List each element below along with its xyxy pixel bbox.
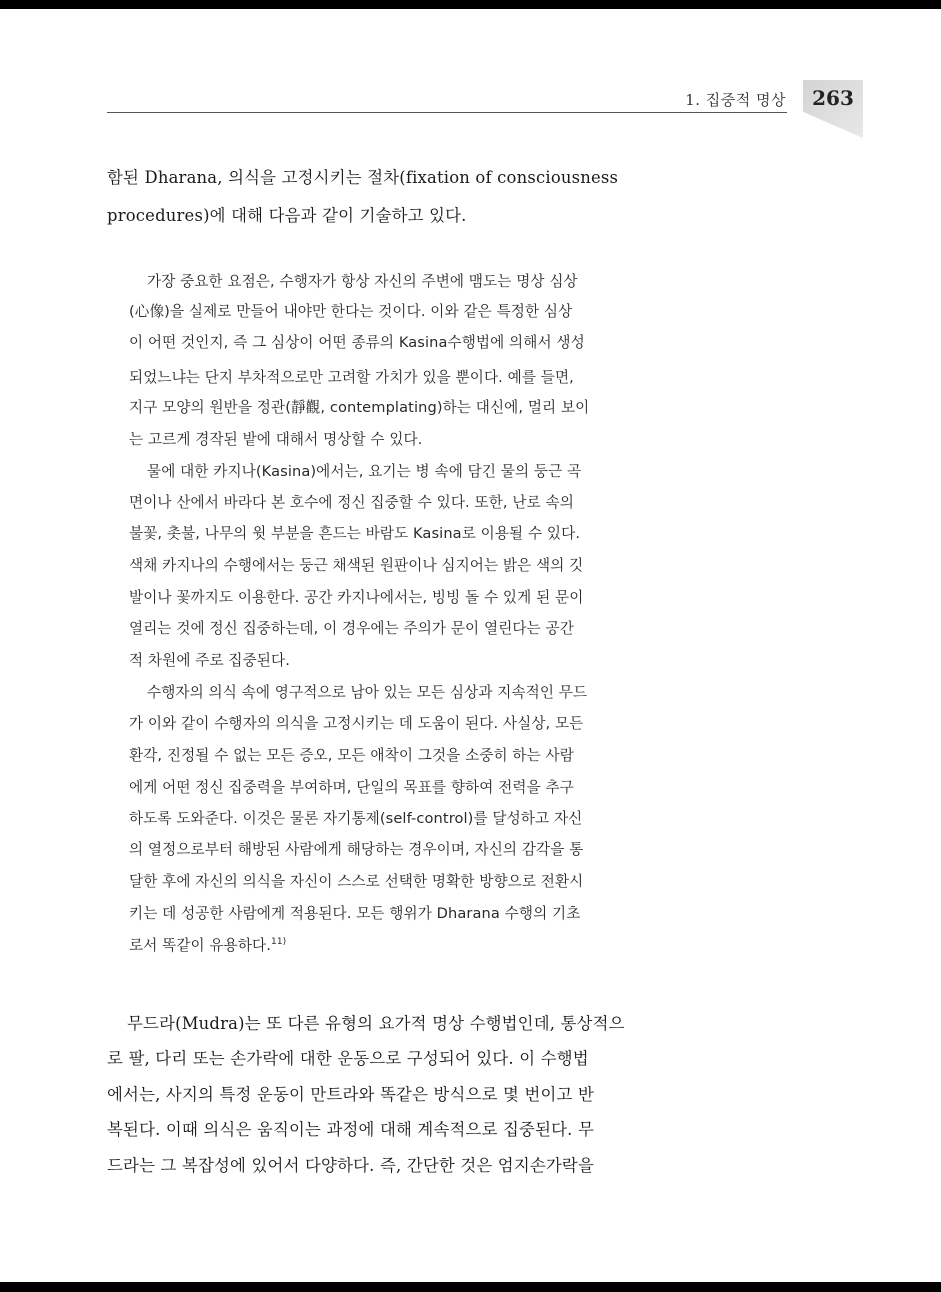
quote-line: 이 어떤 것인지, 즉 그 심상이 어떤 종류의 Kasina수행법에 의해서 생성 <box>129 334 585 351</box>
footnote-marker: 11) <box>271 937 287 948</box>
page-number: 263 <box>812 86 854 110</box>
quote-line: 가장 중요한 요점은, 수행자가 항상 자신의 주변에 맴도는 명상 심상 <box>147 273 578 290</box>
intro-line: 함된 Dharana, 의식을 고정시키는 절차(fixation of consciousness <box>107 168 619 187</box>
quote-line: 되었느냐는 단지 부차적으로만 고려할 가치가 있을 뿐이다. 예를 들면, <box>129 369 574 386</box>
running-header-title: 1. 집중적 명상 <box>685 91 786 109</box>
quote-line: 지구 모양의 원반을 정관(靜觀, contemplating)하는 대신에, 멀리 보이 <box>129 399 590 416</box>
mudra-line: 에서는, 사지의 특정 운동이 만트라와 똑같은 방식으로 몇 번이고 반 <box>107 1085 594 1104</box>
quote-line: 의 열정으로부터 해방된 사람에게 해당하는 경우이며, 자신의 감각을 통 <box>129 841 584 858</box>
quote-line: (心像)을 실제로 만들어 내야만 한다는 것이다. 이와 같은 특정한 심상 <box>129 303 573 320</box>
quote-line: 수행자의 의식 속에 영구적으로 남아 있는 모든 심상과 지속적인 무드 <box>147 684 588 701</box>
quote-line: 는 고르게 경작된 밭에 대해서 명상할 수 있다. <box>129 431 423 448</box>
quote-line: 하도록 도와준다. 이것은 물론 자기통제(self-control)를 달성하고 자신 <box>129 810 583 827</box>
quote-line: 가 이와 같이 수행자의 의식을 고정시키는 데 도움이 된다. 사실상, 모든 <box>129 715 584 732</box>
quote-line: 에게 어떤 정신 집중력을 부여하며, 단일의 목표를 향하여 전력을 추구 <box>129 779 574 796</box>
quote-line: 키는 데 성공한 사람에게 적용된다. 모든 행위가 Dharana 수행의 기초 <box>129 905 581 922</box>
header-rule <box>107 112 787 113</box>
quote-line: 열리는 것에 정신 집중하는데, 이 경우에는 주의가 문이 열린다는 공간 <box>129 620 574 637</box>
quote-line: 로서 똑같이 유용하다. <box>129 937 271 954</box>
quote-line: 환각, 진정될 수 없는 모든 증오, 모든 애착이 그것을 소중히 하는 사람 <box>129 747 574 764</box>
quote-line: 발이나 꽃까지도 이용한다. 공간 카지나에서는, 빙빙 돌 수 있게 된 문이 <box>129 589 584 606</box>
bottom-scan-border <box>0 1282 941 1292</box>
quote-line: 색채 카지나의 수행에서는 둥근 채색된 원판이나 심지어는 밝은 색의 깃 <box>129 557 584 574</box>
mudra-line: 드라는 그 복잡성에 있어서 다양하다. 즉, 간단한 것은 엄지손가락을 <box>107 1156 594 1175</box>
mudra-line: 복된다. 이때 의식은 움직이는 과정에 대해 계속적으로 집중된다. 무 <box>107 1120 594 1139</box>
mudra-line: 로 팔, 다리 또는 손가락에 대한 운동으로 구성되어 있다. 이 수행법 <box>107 1049 589 1068</box>
quote-line: 달한 후에 자신의 의식을 자신이 스스로 선택한 명확한 방향으로 전환시 <box>129 873 584 890</box>
quote-line: 면이나 산에서 바라다 본 호수에 정신 집중할 수 있다. 또한, 난로 속의 <box>129 494 574 511</box>
quote-line: 적 차원에 주로 집중된다. <box>129 652 290 669</box>
top-scan-border <box>0 0 941 9</box>
mudra-line: 무드라(Mudra)는 또 다른 유형의 요가적 명상 수행법인데, 통상적으 <box>127 1014 625 1033</box>
quote-line: 불꽃, 촛불, 나무의 윗 부분을 흔드는 바람도 Kasina로 이용될 수 있다. <box>129 525 581 542</box>
intro-line: procedures)에 대해 다음과 같이 기술하고 있다. <box>107 206 467 225</box>
quote-last-line <box>129 934 286 955</box>
quote-line: 물에 대한 카지나(Kasina)에서는, 요기는 병 속에 담긴 물의 둥근 곡 <box>147 463 582 480</box>
